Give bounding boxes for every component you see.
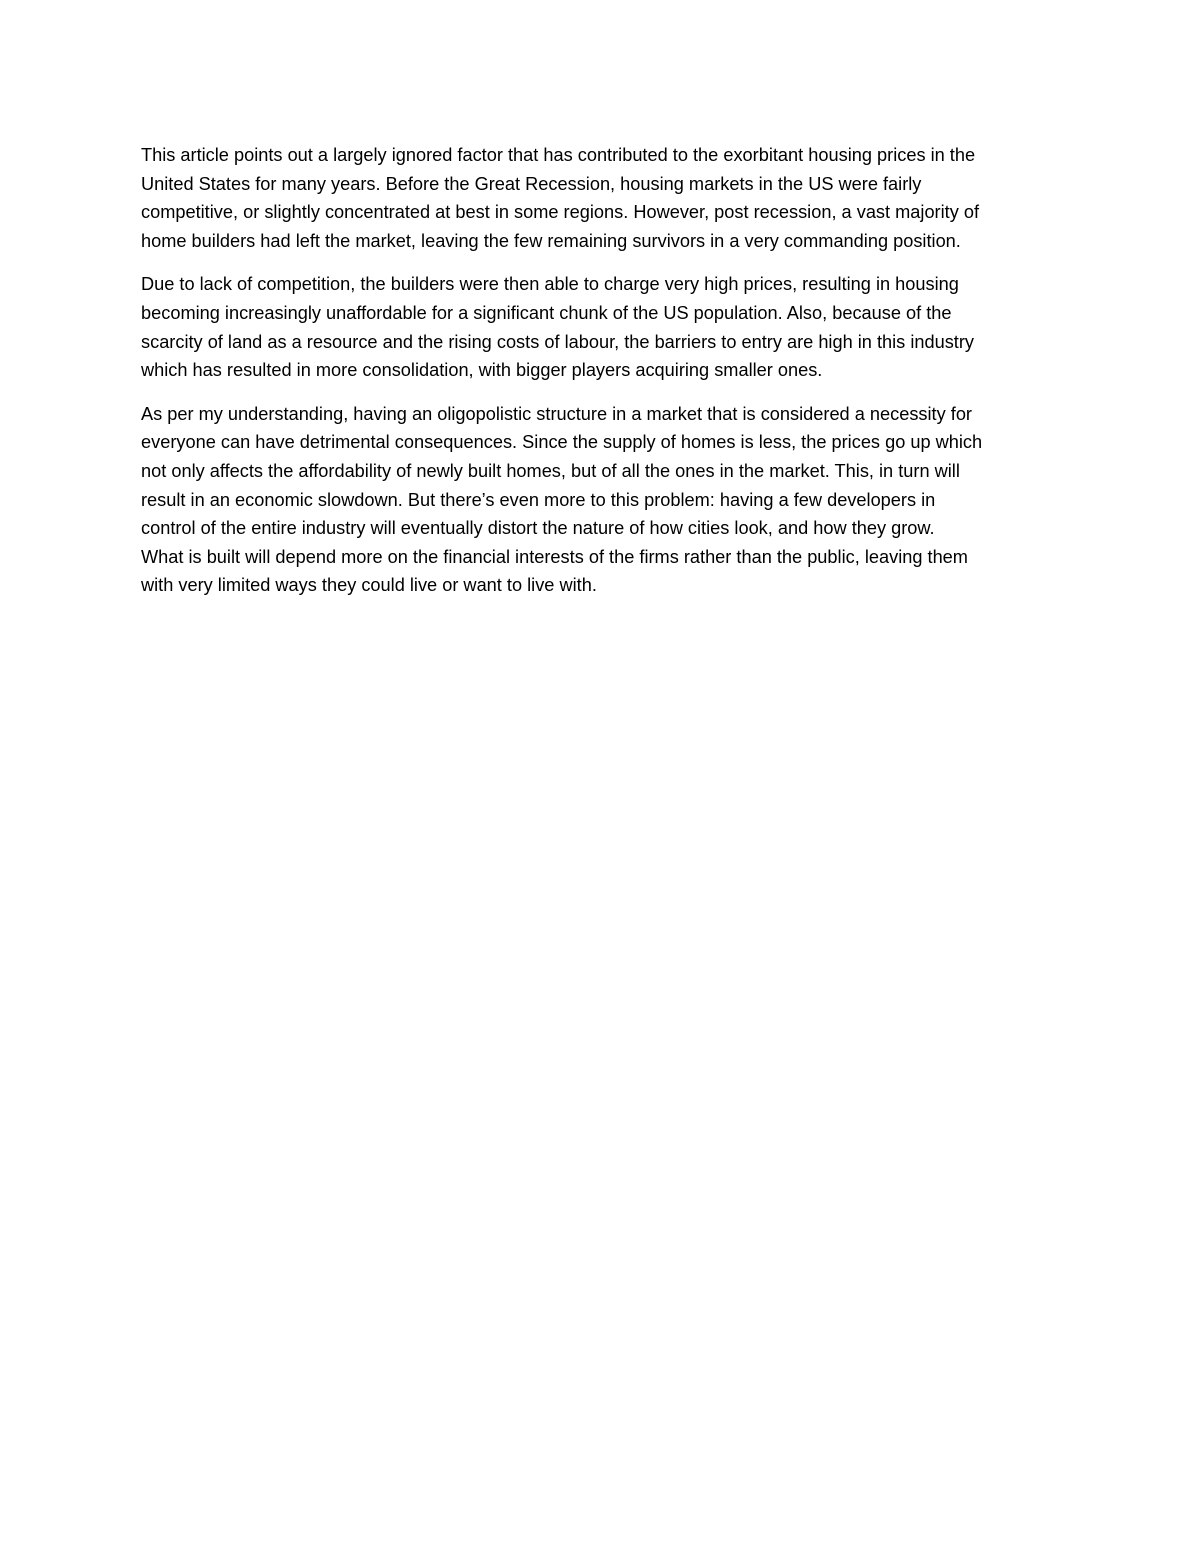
- paragraph-1: [141, 141, 1061, 255]
- paragraph-line: What is built will depend more on the financial interests of the firms rather than the public, leaving them: [141, 546, 968, 567]
- paragraph-line: This article points out a largely ignored factor that has contributed to the exorbitant housing prices in the: [141, 145, 976, 165]
- paragraph-line: competitive, or slightly concentrated at best in some regions. However, post recession, a vast majority of: [141, 202, 980, 223]
- paragraph-2: [141, 270, 1061, 384]
- paragraph-line: scarcity of land as a resource and the rising costs of labour, the barriers to entry are high in this industry: [141, 331, 975, 352]
- document-body: [141, 141, 1061, 615]
- paragraph-line: with very limited ways they could live or want to live with.: [141, 575, 597, 596]
- paragraph-line: result in an economic slowdown. But there’s even more to this problem: having a few developers in: [141, 489, 936, 510]
- paragraph-line: which has resulted in more consolidation, with bigger players acquiring smaller ones.: [141, 360, 823, 381]
- paragraph-line: As per my understanding, having an oligopolistic structure in a market that is considered a necessity for: [141, 403, 972, 424]
- paragraph-line: United States for many years. Before the Great Recession, housing markets in the US were fairly: [141, 173, 922, 194]
- paragraph-3: [141, 400, 1061, 600]
- paragraph-line: Due to lack of competition, the builders were then able to charge very high prices, resulting in housing: [141, 274, 959, 295]
- paragraph-line: everyone can have detrimental consequences. Since the supply of homes is less, the prices go up which: [141, 432, 983, 453]
- paragraph-line: home builders had left the market, leaving the few remaining survivors in a very commanding position.: [141, 230, 961, 251]
- paragraph-line: not only affects the affordability of newly built homes, but of all the ones in the market. This, in turn will: [141, 460, 960, 481]
- paragraph-line: control of the entire industry will eventually distort the nature of how cities look, and how they grow.: [141, 518, 935, 539]
- paragraph-line: becoming increasingly unaffordable for a significant chunk of the US population. Also, because of the: [141, 302, 952, 323]
